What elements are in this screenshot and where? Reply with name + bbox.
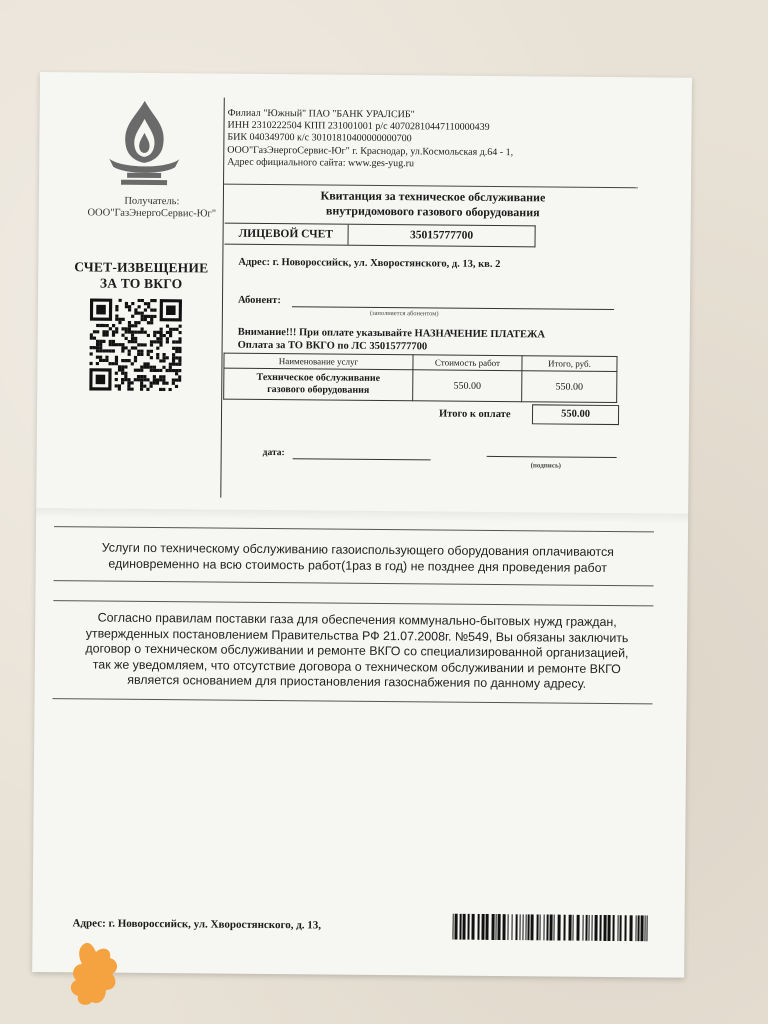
- address: Адрес: г. Новороссийск, ул. Хворостянского, д. 13, кв. 2: [238, 256, 501, 271]
- subscriber-hint: (заполняется абонентом): [369, 309, 439, 318]
- divider-rule: [54, 580, 654, 586]
- header-total: Итого, руб.: [522, 356, 617, 372]
- notice-title-line2: ЗА ТО ВКГО: [99, 275, 183, 292]
- legal-line1: Согласно правилам поставки газа для обеспечения коммунально-бытовых нужд граждан,: [97, 610, 617, 630]
- account-box: [225, 223, 536, 248]
- legal-line5: является основанием для приостановления газоснабжения по данному адресу.: [127, 673, 587, 692]
- payment-terms-line1: Услуги по техническому обслуживанию газоиспользующего оборудования оплачиваются: [101, 540, 614, 560]
- orange-sticker: [66, 938, 126, 1010]
- bank-bik: БИК 040349700 к/с 30101810400000000700: [227, 132, 412, 145]
- receipt-title: [253, 188, 613, 221]
- service-cost: 550.00: [413, 370, 522, 402]
- legal-line4: так же уведомляем, что отсутствие договора о техническом обслуживании и ремонте ВКГО: [92, 657, 621, 676]
- column-divider: [220, 98, 224, 498]
- bank-inn: ИНН 2310222504 КПП 231001001 р/с 40702810447110000439: [227, 119, 490, 134]
- recipient-block: [79, 195, 225, 220]
- subscriber-field[interactable]: [292, 306, 614, 310]
- legal-line2: утвержденных постановлением Правительства РФ 21.07.2008г. №549, Вы обязаны заключить: [85, 626, 629, 645]
- attention-line2: Оплата за ТО ВКГО по ЛС 35015777700: [237, 339, 428, 353]
- recipient-label: Получатель:: [124, 195, 180, 208]
- account-label: ЛИЦЕВОЙ СЧЕТ: [225, 224, 349, 245]
- payment-attention: [238, 326, 546, 355]
- header-cost: Стоимость работ: [413, 355, 522, 371]
- service-name-line1: Техническое обслуживание: [256, 371, 381, 384]
- bottom-address: Адрес: г. Новороссийск, ул. Хворостянского, д. 13,: [72, 917, 322, 932]
- service-name: [224, 368, 413, 401]
- subscriber-label: Абонент:: [237, 294, 281, 307]
- invoice-sheet: [32, 72, 692, 978]
- date-label: дата:: [262, 447, 285, 459]
- signature-hint: (подпись): [530, 461, 562, 470]
- service-total: 550.00: [522, 371, 617, 403]
- bank-branch: Филиал "Южный" ПАО "БАНК УРАЛСИБ": [227, 107, 415, 121]
- service-name-line2: газового оборудования: [267, 383, 370, 396]
- payment-terms-paragraph: [66, 540, 650, 576]
- attention-line1: Внимание!!! При оплате указывайте НАЗНАЧЕНИЕ ПЛАТЕЖА: [237, 326, 546, 341]
- total-value: 550.00: [532, 404, 619, 425]
- barcode: [452, 914, 648, 942]
- recipient-name: ООО"ГазЭнергоСервис-Юг": [87, 207, 217, 220]
- total-label: Итого к оплате: [438, 408, 511, 421]
- qr-code[interactable]: [89, 298, 182, 391]
- paper-fold: [36, 508, 688, 524]
- divider-rule: [54, 526, 654, 532]
- divider-rule: [53, 600, 653, 606]
- receipt-title-line2: внутридомового газового оборудования: [325, 203, 540, 220]
- legal-paragraph: [65, 610, 650, 693]
- services-table: [223, 353, 617, 403]
- bank-details: [227, 108, 588, 172]
- company-address: ООО"ГазЭнергоСервис-Юг" г. Краснодар, ул.Космольская д.64 - 1,: [227, 144, 514, 158]
- notice-title: [60, 259, 222, 292]
- legal-line3: договор о техническом обслуживании и ремонте ВКГО со специализированной организацией,: [85, 641, 629, 661]
- header-service-name: Наименование услуг: [224, 353, 413, 370]
- date-field[interactable]: [293, 458, 431, 460]
- divider-rule: [53, 698, 653, 704]
- payment-terms-line2: единовременно на всю стоимость работ(1раз в год) не позднее дня проведения работ: [108, 556, 608, 575]
- notice-title-line1: СЧЕТ-ИЗВЕЩЕНИЕ: [74, 259, 209, 276]
- receipt-title-line1: Квитанция за техническое обслуживание: [320, 188, 546, 205]
- table-row: [224, 368, 617, 402]
- gas-flame-icon: [101, 97, 188, 190]
- signature-field[interactable]: [487, 456, 617, 458]
- account-number: 35015777700: [409, 229, 474, 242]
- website: Адрес официального сайта: www.ges-yug.ru: [227, 156, 415, 170]
